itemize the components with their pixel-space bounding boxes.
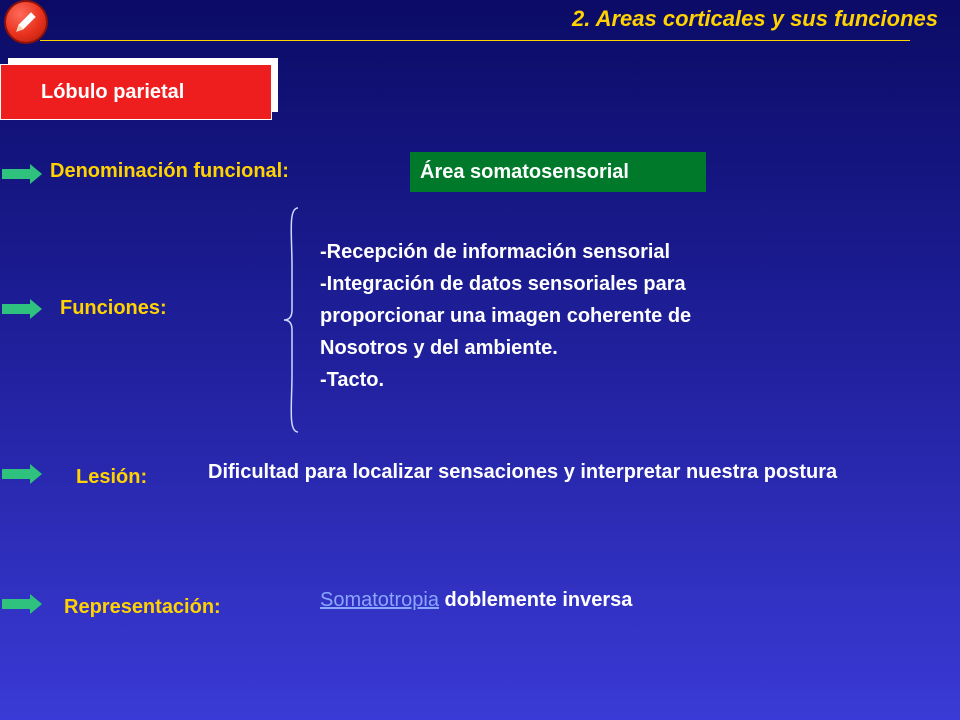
title-divider	[40, 40, 910, 41]
lesion-value: Dificultad para localizar sensaciones y interpretar nuestra postura	[208, 461, 838, 483]
somatotropia-link[interactable]: Somatotropia	[320, 589, 439, 611]
funciones-line: -Tacto.	[320, 369, 385, 391]
funciones-line: -Integración de datos sensoriales para	[320, 273, 686, 295]
pencil-icon	[13, 9, 39, 35]
representacion-label: Representación:	[64, 596, 221, 618]
denominacion-label: Denominación funcional:	[50, 160, 289, 182]
arrow-right-icon	[2, 594, 42, 614]
lesion-label: Lesión:	[76, 466, 148, 488]
page-title: 2. Areas corticales y sus funciones	[571, 6, 938, 31]
funciones-line: proporcionar una imagen coherente de	[320, 305, 692, 327]
denominacion-value: Área somatosensorial	[410, 152, 706, 192]
funciones-label: Funciones:	[60, 297, 167, 319]
arrow-right-icon	[2, 464, 42, 484]
pencil-badge[interactable]	[4, 0, 48, 44]
representacion-rest: doblemente inversa	[438, 589, 633, 611]
lobe-heading: Lóbulo parietal	[0, 64, 272, 120]
arrow-right-icon	[2, 299, 42, 319]
funciones-list	[320, 236, 691, 396]
representacion-value	[320, 584, 632, 616]
arrow-right-icon	[2, 164, 42, 184]
funciones-line: Nosotros y del ambiente.	[320, 337, 558, 359]
funciones-line: -Recepción de información sensorial	[320, 241, 671, 263]
brace-icon	[282, 206, 302, 434]
